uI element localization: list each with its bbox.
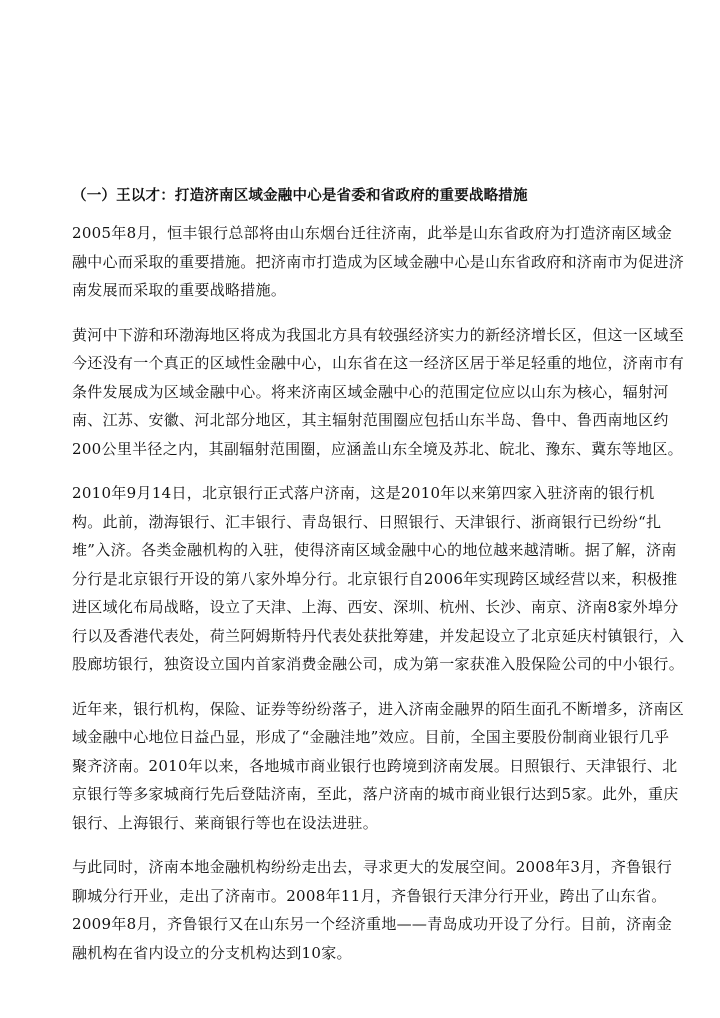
paragraph-3 <box>72 479 685 679</box>
paragraph-line: 2005年8月，恒丰银行总部将由山东烟台迁往济南，此举是山东省政府为打造济南区域金 <box>72 224 673 242</box>
paragraph-4 <box>72 695 685 838</box>
section-heading: （一）王以才：打造济南区域金融中心是省委和省政府的重要战略措施 <box>72 187 528 204</box>
paragraph-line: 分行是北京银行开设的第八家外埠分行。北京银行自2006年实现跨区域经营以来，积极推 <box>72 569 678 588</box>
paragraph-line: 黄河中下游和环渤海地区将成为我国北方具有较强经济实力的新经济增长区，但这一区域至 <box>72 325 685 344</box>
paragraph-line: 2010年9月14日，北京银行正式落户济南，这是2010年以来第四家入驻济南的银行机 <box>72 484 655 502</box>
paragraph-line: 南发展而采取的重要战略措施。 <box>72 281 287 299</box>
paragraph-line: 堆”入济。各类金融机构的入驻，使得济南区域金融中心的地位越来越清晰。据了解，济南 <box>72 541 677 559</box>
paragraph-line: 与此同时，济南本地金融机构纷纷走出去，寻求更大的发展空间。2008年3月，齐鲁银行 <box>72 858 673 876</box>
paragraph-5 <box>72 853 673 967</box>
paragraph-line: 200公里半径之内，其副辐射范围圈，应涵盖山东全境及苏北、皖北、豫东、冀东等地区。 <box>72 439 683 458</box>
paragraph-line: 域金融中心地位日益凸显，形成了“金融洼地”效应。目前，全国主要股份制商业银行几乎 <box>72 728 670 746</box>
paragraph-1 <box>72 219 685 305</box>
paragraph-line: 聊城分行开业，走出了济南市。2008年11月，齐鲁银行天津分行开业，跨出了山东省。 <box>72 886 667 905</box>
paragraph-line: 股廊坊银行，独资设立国内首家消费金融公司，成为第一家获准入股保险公司的中小银行。 <box>72 655 685 673</box>
paragraph-line: 构。此前，渤海银行、汇丰银行、青岛银行、日照银行、天津银行、浙商银行已纷纷“扎 <box>72 512 662 531</box>
paragraph-2 <box>72 321 685 464</box>
paragraph-line: 2009年8月，齐鲁银行又在山东另一个经济重地——青岛成功开设了分行。目前，济南金 <box>72 915 673 933</box>
paragraph-line: 今还没有一个真正的区域性金融中心，山东省在这一经济区居于举足轻重的地位，济南市有 <box>72 354 685 372</box>
document-body <box>72 183 685 983</box>
paragraph-line: 融中心而采取的重要措施。把济南市打造成为区域金融中心是山东省政府和济南市为促进济 <box>72 252 685 271</box>
paragraph-line: 融机构在省内设立的分支机构达到10家。 <box>72 943 352 962</box>
paragraph-line: 聚齐济南。2010年以来，各地城市商业银行也跨境到济南发展。日照银行、天津银行、北 <box>72 756 678 775</box>
paragraph-line: 京银行等多家城商行先后登陆济南，至此，落户济南的城市商业银行达到5家。此外，重庆 <box>72 785 679 803</box>
paragraph-line: 近年来，银行机构，保险、证券等纷纷落子，进入济南金融界的陌生面孔不断增多，济南区 <box>72 699 685 718</box>
paragraph-line: 南、江苏、安徽、河北部分地区，其主辐射范围圈应包括山东半岛、鲁中、鲁西南地区约 <box>72 411 669 429</box>
paragraph-line: 进区域化布局战略，设立了天津、上海、西安、深圳、杭州、长沙、南京、济南8家外埠分 <box>72 598 679 616</box>
paragraph-line: 条件发展成为区域金融中心。将来济南区域金融中心的范围定位应以山东为核心，辐射河 <box>72 382 669 401</box>
paragraph-line: 行以及香港代表处，荷兰阿姆斯特丹代表处获批筹建，并发起设立了北京延庆村镇银行，入 <box>72 626 685 645</box>
paragraph-line: 银行、上海银行、莱商银行等也在设法进驻。 <box>72 813 379 832</box>
